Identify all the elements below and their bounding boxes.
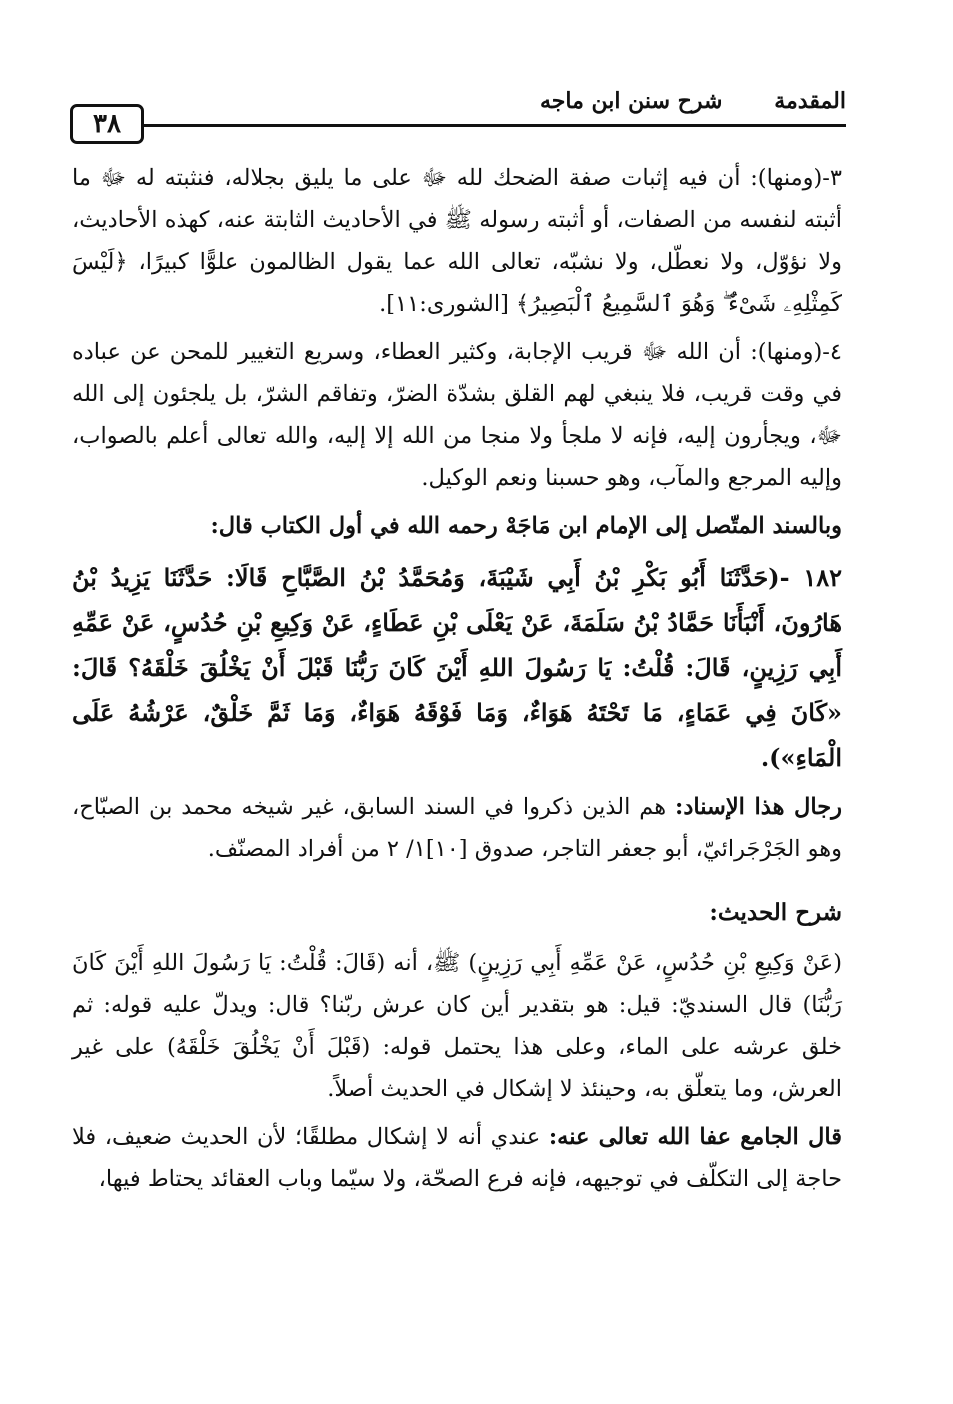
paragraph-4: ٤-(ومنها): أن الله ﷻ قريب الإجابة، وكثير العطاء، وسريع التغيير للمحن عن عباده في وقت قريب، فلا ينبغي لهم القلق بشدّة الضرّ، وتفاقم الشرّ، بل يلجئون إلى الله ﷻ، ويجأرون إليه، فإنه لا ملجأ ولا منجا من الله إلا إليه، والله تعالى أعلم بالصواب، وإليه المرجع والمآب، وهو حسبنا ونعم الوكيل. xyxy=(72,339,842,491)
jami-text: عندي أنه لا إشكال مطلقًا؛ لأن الحديث ضعيف، فلا حاجة إلى التكلّف في توجيهه، فإنه فرع الصحّة، ولا سيّما وباب العقائد يحتاط فيها، xyxy=(72,1124,842,1192)
page-number: ٣٨ xyxy=(70,104,144,144)
rijal-label: رجال هذا الإسناد: xyxy=(675,794,842,820)
rijal-text: هم الذين ذكروا في السند السابق، غير شيخه محمد بن الصبّاح، وهو الجَرْجَرائيّ، أبو جعفر التاجر، صدوق [١٠]١/ ٢ من أفراد المصنّف. xyxy=(72,794,842,862)
paragraph-3: ٣-(ومنها): أن فيه إثبات صفة الضحك لله ﷻ على ما يليق بجلاله، فنثبته له ﷻ ما أثبته لنفسه من الصفات، أو أثبته رسوله ﷺ في الأحاديث الثابتة عنه، كهذه الأحاديث، ولا نؤوّل، ولا نعطّل، ولا نشبّه، تعالى الله عما يقول الظالمون علوًّا كبيرًا، ﴿لَيْسَ كَمِثْلِهِۦ شَىْءٌ ۖ وَهُوَ ٱلسَّمِيعُ ٱلْبَصِيرُ﴾ [الشورى:١١]. xyxy=(72,165,842,317)
page-body xyxy=(72,157,842,1206)
sharh-paragraph: (عَنْ وَكِيعِ بْنِ حُدُسٍ، عَنْ عَمِّهِ أَبِي رَزِينٍ) ﷺ، أنه (قَالَ: قُلْتُ: يَا رَسُولَ اللهِ أَيْنَ كَانَ رَبُّنَا) قال السنديّ: قيل: هو بتقدير أين كان عرش ربّنا؟ قال: ويدلّ عليه قوله: ثم خلق عرشه على الماء، وعلى هذا يحتمل قوله: (قَبْلَ أَنْ يَخْلُقَ خَلْقَهُ) على غير العرش، وما يتعلّق به، وحينئذ لا إشكال في الحديث أصلاً. xyxy=(72,950,843,1102)
page-header xyxy=(70,88,846,144)
jami-paragraph xyxy=(72,1116,842,1200)
sanad-heading: وبالسند المتّصل إلى الإمام ابن مَاجَهْ رحمه الله في أول الكتاب قال: xyxy=(210,513,842,539)
sharh-heading: شرح الحديث: xyxy=(709,899,842,926)
jami-label: قال الجامع عفا الله تعالى عنه: xyxy=(548,1124,842,1150)
header-rule xyxy=(144,124,846,127)
rijal-paragraph xyxy=(72,786,842,870)
section-title: المقدمة xyxy=(774,88,846,114)
book-title: شرح سنن ابن ماجه xyxy=(540,88,723,114)
hadith-182: ١٨٢ -(حَدَّثَنَا أَبُو بَكْرِ بْنُ أَبِي شَيْبَةَ، وَمُحَمَّدُ بْنُ الصَّبَّاحِ قَالَا: حَدَّثَنَا يَزِيدُ بْنُ هَارُونَ، أَنْبَأَنَا حَمَّادُ بْنُ سَلَمَةَ، عَنْ يَعْلَى بْنِ عَطَاءٍ، عَنْ وَكِيعِ بْنِ حُدُسٍ، عَنْ عَمِّهِ أَبِي رَزِينٍ، قَالَ: قُلْتُ: يَا رَسُولَ اللهِ أَيْنَ كَانَ رَبُّنَا قَبْلَ أَنْ يَخْلُقَ خَلْقَهُ؟ قَالَ: «كَانَ فِي عَمَاءٍ، مَا تَحْتَهُ هَوَاءٌ، وَمَا فَوْقَهُ هَوَاءٌ، وَمَا ثَمَّ خَلْقٌ، عَرْشُهُ عَلَى الْمَاءِ»). xyxy=(72,563,842,772)
